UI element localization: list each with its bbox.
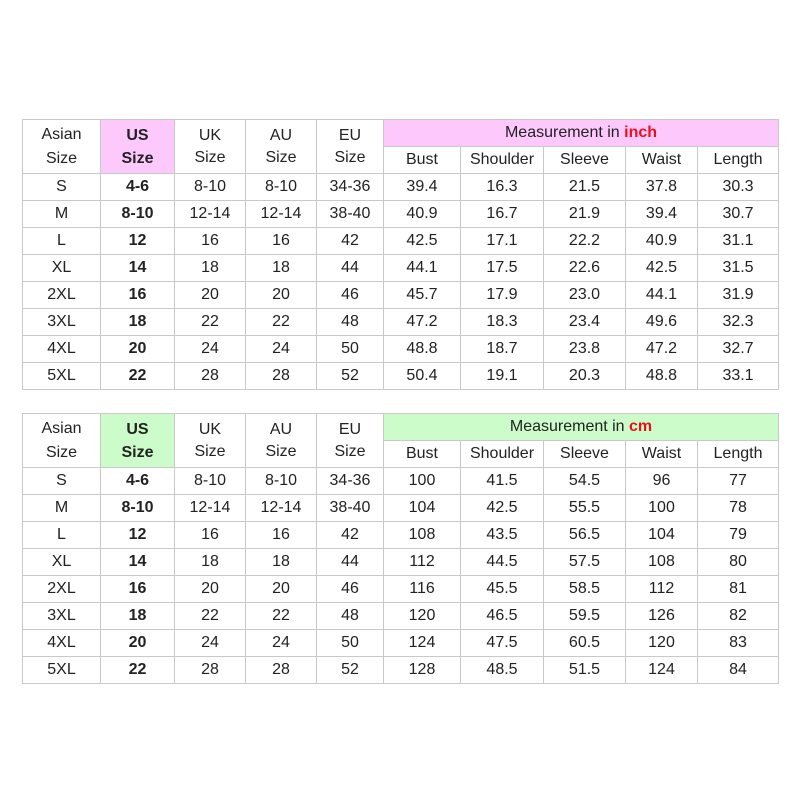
- us-cell: 20: [101, 630, 175, 657]
- measurement-unit: cm: [629, 418, 653, 435]
- us-cell: 12: [101, 522, 175, 549]
- eu-size-header: [317, 414, 384, 468]
- shoulder-cell: 41.5: [461, 468, 544, 495]
- us-cell: 8-10: [101, 495, 175, 522]
- shoulder-cell: 17.9: [461, 282, 544, 309]
- sleeve-cell: 54.5: [544, 468, 626, 495]
- shoulder-cell: 18.3: [461, 309, 544, 336]
- eu-cell: 44: [317, 255, 384, 282]
- header-text: Size: [334, 442, 366, 460]
- shoulder-header: Shoulder: [461, 441, 544, 468]
- sleeve-cell: 51.5: [544, 657, 626, 684]
- header-text: Size: [334, 148, 366, 166]
- length-cell: 82: [698, 603, 779, 630]
- table-row: [23, 468, 779, 495]
- waist-cell: 104: [626, 522, 698, 549]
- us-cell: 12: [101, 228, 175, 255]
- uk-cell: 20: [175, 576, 246, 603]
- waist-cell: 96: [626, 468, 698, 495]
- au-size-header: [246, 414, 317, 468]
- au-cell: 18: [246, 549, 317, 576]
- size-chart-cm: [22, 413, 779, 684]
- shoulder-header: Shoulder: [461, 147, 544, 174]
- waist-cell: 126: [626, 603, 698, 630]
- sleeve-header: Sleeve: [544, 441, 626, 468]
- table-row: [23, 255, 779, 282]
- bust-cell: 44.1: [384, 255, 461, 282]
- sleeve-cell: 57.5: [544, 549, 626, 576]
- au-cell: 8-10: [246, 174, 317, 201]
- eu-cell: 48: [317, 309, 384, 336]
- length-cell: 33.1: [698, 363, 779, 390]
- sleeve-cell: 22.2: [544, 228, 626, 255]
- au-cell: 12-14: [246, 201, 317, 228]
- header-text: AU: [269, 420, 293, 438]
- waist-header: Waist: [626, 147, 698, 174]
- waist-cell: 124: [626, 657, 698, 684]
- asian-size-header: [23, 120, 101, 174]
- sleeve-cell: 21.5: [544, 174, 626, 201]
- uk-cell: 12-14: [175, 495, 246, 522]
- length-cell: 30.3: [698, 174, 779, 201]
- table-row: [23, 201, 779, 228]
- waist-cell: 49.6: [626, 309, 698, 336]
- us-cell: 20: [101, 336, 175, 363]
- uk-cell: 22: [175, 309, 246, 336]
- eu-cell: 48: [317, 603, 384, 630]
- shoulder-cell: 45.5: [461, 576, 544, 603]
- asian-cell: XL: [23, 255, 101, 282]
- au-cell: 22: [246, 309, 317, 336]
- shoulder-cell: 16.7: [461, 201, 544, 228]
- header-row: [23, 120, 779, 147]
- waist-cell: 47.2: [626, 336, 698, 363]
- measurement-prefix: Measurement in: [509, 418, 630, 435]
- us-cell: 4-6: [101, 174, 175, 201]
- bust-header: Bust: [384, 441, 461, 468]
- waist-cell: 40.9: [626, 228, 698, 255]
- asian-cell: 2XL: [23, 282, 101, 309]
- eu-cell: 46: [317, 282, 384, 309]
- asian-cell: 4XL: [23, 336, 101, 363]
- us-cell: 16: [101, 282, 175, 309]
- bust-cell: 120: [384, 603, 461, 630]
- uk-cell: 16: [175, 228, 246, 255]
- shoulder-cell: 17.5: [461, 255, 544, 282]
- au-size-header: [246, 120, 317, 174]
- asian-cell: XL: [23, 549, 101, 576]
- length-cell: 77: [698, 468, 779, 495]
- table-row: [23, 174, 779, 201]
- sleeve-cell: 56.5: [544, 522, 626, 549]
- shoulder-cell: 19.1: [461, 363, 544, 390]
- bust-cell: 128: [384, 657, 461, 684]
- au-cell: 8-10: [246, 468, 317, 495]
- header-text: Size: [45, 443, 78, 461]
- asian-cell: 3XL: [23, 309, 101, 336]
- uk-cell: 8-10: [175, 468, 246, 495]
- waist-cell: 39.4: [626, 201, 698, 228]
- length-cell: 78: [698, 495, 779, 522]
- us-cell: 16: [101, 576, 175, 603]
- bust-cell: 112: [384, 549, 461, 576]
- uk-size-header: [175, 414, 246, 468]
- bust-cell: 50.4: [384, 363, 461, 390]
- us-cell: 14: [101, 255, 175, 282]
- header-text: EU: [338, 420, 362, 438]
- eu-cell: 34-36: [317, 468, 384, 495]
- bust-cell: 45.7: [384, 282, 461, 309]
- asian-cell: S: [23, 174, 101, 201]
- us-cell: 18: [101, 309, 175, 336]
- asian-cell: S: [23, 468, 101, 495]
- eu-size-header: [317, 120, 384, 174]
- uk-cell: 8-10: [175, 174, 246, 201]
- length-cell: 79: [698, 522, 779, 549]
- table-body: [23, 414, 779, 684]
- au-cell: 28: [246, 363, 317, 390]
- table-row: [23, 363, 779, 390]
- eu-cell: 42: [317, 228, 384, 255]
- table-row: [23, 282, 779, 309]
- au-cell: 18: [246, 255, 317, 282]
- us-size-header: [101, 120, 175, 174]
- bust-cell: 124: [384, 630, 461, 657]
- length-cell: 31.5: [698, 255, 779, 282]
- asian-cell: L: [23, 522, 101, 549]
- length-header: Length: [698, 441, 779, 468]
- eu-cell: 38-40: [317, 495, 384, 522]
- asian-cell: 3XL: [23, 603, 101, 630]
- length-cell: 32.3: [698, 309, 779, 336]
- length-header: Length: [698, 147, 779, 174]
- table-row: [23, 495, 779, 522]
- eu-cell: 38-40: [317, 201, 384, 228]
- header-text: EU: [338, 126, 362, 144]
- sleeve-cell: 55.5: [544, 495, 626, 522]
- uk-cell: 18: [175, 549, 246, 576]
- header-text: Size: [45, 149, 78, 167]
- sleeve-cell: 20.3: [544, 363, 626, 390]
- eu-cell: 46: [317, 576, 384, 603]
- au-cell: 24: [246, 630, 317, 657]
- uk-cell: 22: [175, 603, 246, 630]
- au-cell: 28: [246, 657, 317, 684]
- shoulder-cell: 44.5: [461, 549, 544, 576]
- bust-cell: 108: [384, 522, 461, 549]
- header-text: Size: [194, 442, 226, 460]
- waist-cell: 44.1: [626, 282, 698, 309]
- uk-cell: 12-14: [175, 201, 246, 228]
- au-cell: 20: [246, 576, 317, 603]
- bust-cell: 40.9: [384, 201, 461, 228]
- asian-cell: L: [23, 228, 101, 255]
- header-text: Size: [121, 149, 154, 167]
- asian-cell: M: [23, 495, 101, 522]
- header-row: [23, 414, 779, 441]
- size-chart-inch: [22, 119, 779, 390]
- waist-header: Waist: [626, 441, 698, 468]
- au-cell: 24: [246, 336, 317, 363]
- header-text: Asian: [41, 419, 82, 437]
- waist-cell: 48.8: [626, 363, 698, 390]
- header-text: US: [126, 420, 149, 438]
- waist-cell: 120: [626, 630, 698, 657]
- uk-cell: 20: [175, 282, 246, 309]
- us-cell: 14: [101, 549, 175, 576]
- sleeve-cell: 58.5: [544, 576, 626, 603]
- bust-cell: 42.5: [384, 228, 461, 255]
- sleeve-cell: 59.5: [544, 603, 626, 630]
- waist-cell: 37.8: [626, 174, 698, 201]
- eu-cell: 52: [317, 363, 384, 390]
- measurement-title: [384, 414, 779, 441]
- header-text: Size: [194, 148, 226, 166]
- length-cell: 80: [698, 549, 779, 576]
- length-cell: 84: [698, 657, 779, 684]
- length-cell: 81: [698, 576, 779, 603]
- sleeve-header: Sleeve: [544, 147, 626, 174]
- au-cell: 16: [246, 228, 317, 255]
- waist-cell: 100: [626, 495, 698, 522]
- us-cell: 8-10: [101, 201, 175, 228]
- eu-cell: 42: [317, 522, 384, 549]
- eu-cell: 52: [317, 657, 384, 684]
- length-cell: 32.7: [698, 336, 779, 363]
- sleeve-cell: 21.9: [544, 201, 626, 228]
- us-cell: 18: [101, 603, 175, 630]
- length-cell: 30.7: [698, 201, 779, 228]
- asian-cell: 5XL: [23, 657, 101, 684]
- au-cell: 12-14: [246, 495, 317, 522]
- header-text: AU: [269, 126, 293, 144]
- length-cell: 83: [698, 630, 779, 657]
- bust-cell: 39.4: [384, 174, 461, 201]
- uk-cell: 18: [175, 255, 246, 282]
- eu-cell: 44: [317, 549, 384, 576]
- table-row: [23, 657, 779, 684]
- bust-cell: 48.8: [384, 336, 461, 363]
- eu-cell: 50: [317, 630, 384, 657]
- us-cell: 4-6: [101, 468, 175, 495]
- shoulder-cell: 16.3: [461, 174, 544, 201]
- eu-cell: 34-36: [317, 174, 384, 201]
- table-row: [23, 336, 779, 363]
- table-row: [23, 603, 779, 630]
- asian-cell: 5XL: [23, 363, 101, 390]
- bust-header: Bust: [384, 147, 461, 174]
- au-cell: 22: [246, 603, 317, 630]
- asian-cell: 4XL: [23, 630, 101, 657]
- shoulder-cell: 47.5: [461, 630, 544, 657]
- waist-cell: 108: [626, 549, 698, 576]
- sleeve-cell: 23.8: [544, 336, 626, 363]
- sleeve-cell: 60.5: [544, 630, 626, 657]
- bust-cell: 100: [384, 468, 461, 495]
- uk-cell: 16: [175, 522, 246, 549]
- shoulder-cell: 42.5: [461, 495, 544, 522]
- asian-cell: M: [23, 201, 101, 228]
- header-text: Size: [265, 442, 297, 460]
- uk-cell: 24: [175, 336, 246, 363]
- asian-cell: 2XL: [23, 576, 101, 603]
- table-row: [23, 576, 779, 603]
- shoulder-cell: 43.5: [461, 522, 544, 549]
- header-text: Size: [121, 443, 154, 461]
- header-text: UK: [198, 126, 222, 144]
- uk-cell: 24: [175, 630, 246, 657]
- shoulder-cell: 17.1: [461, 228, 544, 255]
- shoulder-cell: 48.5: [461, 657, 544, 684]
- bust-cell: 47.2: [384, 309, 461, 336]
- au-cell: 20: [246, 282, 317, 309]
- sleeve-cell: 23.4: [544, 309, 626, 336]
- au-cell: 16: [246, 522, 317, 549]
- table-row: [23, 522, 779, 549]
- table-row: [23, 309, 779, 336]
- uk-cell: 28: [175, 363, 246, 390]
- header-text: Asian: [41, 125, 82, 143]
- us-cell: 22: [101, 363, 175, 390]
- header-text: Size: [265, 148, 297, 166]
- us-cell: 22: [101, 657, 175, 684]
- measurement-unit: inch: [624, 124, 658, 141]
- header-text: UK: [198, 420, 222, 438]
- bust-cell: 104: [384, 495, 461, 522]
- uk-size-header: [175, 120, 246, 174]
- bust-cell: 116: [384, 576, 461, 603]
- sleeve-cell: 22.6: [544, 255, 626, 282]
- measurement-prefix: Measurement in: [504, 124, 625, 141]
- header-text: US: [126, 126, 149, 144]
- measurement-title: [384, 120, 779, 147]
- table-row: [23, 549, 779, 576]
- length-cell: 31.9: [698, 282, 779, 309]
- uk-cell: 28: [175, 657, 246, 684]
- table-body: [23, 120, 779, 390]
- waist-cell: 112: [626, 576, 698, 603]
- waist-cell: 42.5: [626, 255, 698, 282]
- table-row: [23, 228, 779, 255]
- us-size-header: [101, 414, 175, 468]
- sleeve-cell: 23.0: [544, 282, 626, 309]
- length-cell: 31.1: [698, 228, 779, 255]
- eu-cell: 50: [317, 336, 384, 363]
- shoulder-cell: 18.7: [461, 336, 544, 363]
- table-row: [23, 630, 779, 657]
- asian-size-header: [23, 414, 101, 468]
- shoulder-cell: 46.5: [461, 603, 544, 630]
